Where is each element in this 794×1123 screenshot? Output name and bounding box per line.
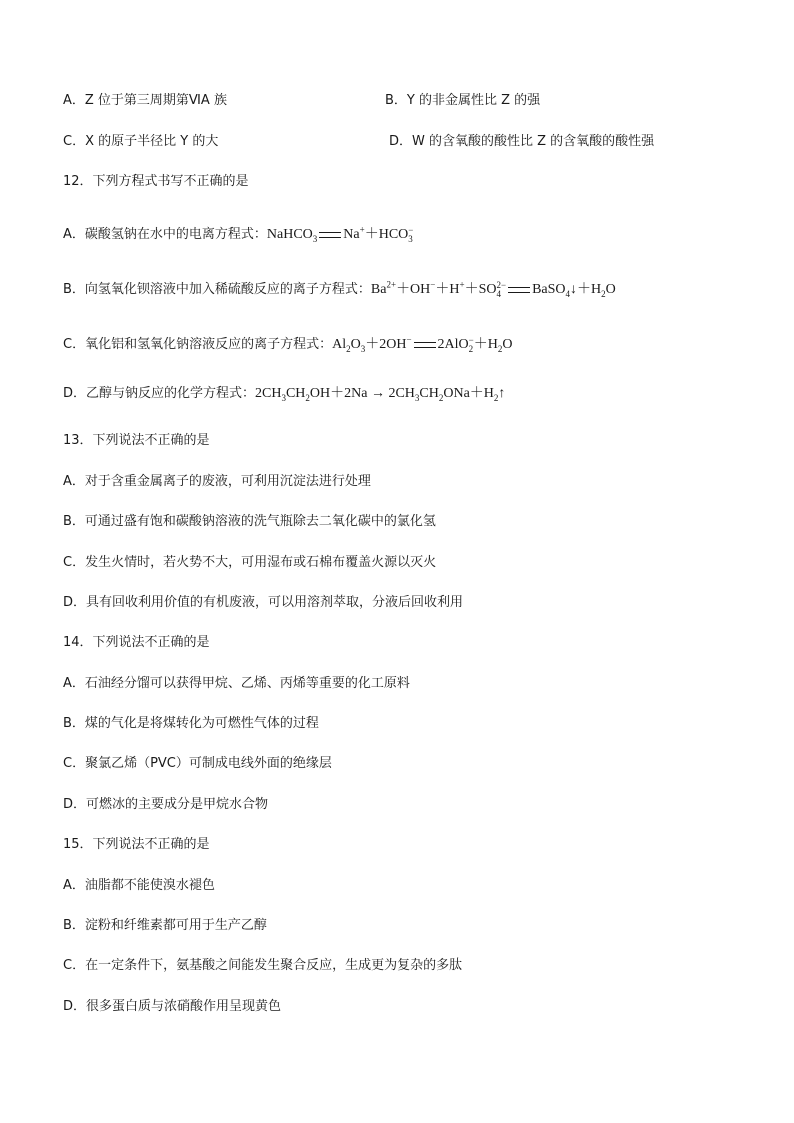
eq-text: CH — [285, 386, 306, 401]
q12-c-prefix: C．氧化铝和氢氧化钠溶液反应的离子方程式： — [63, 337, 333, 353]
q12-b-equation — [370, 279, 616, 300]
eq-text: ＋2OH — [365, 337, 407, 353]
q13-option-a: A．对于含重金属离子的废液，可利用沉淀法进行处理 — [63, 474, 371, 489]
eq-sub: 3 — [414, 392, 420, 403]
eq-text: Al — [332, 337, 347, 353]
equals-sign — [414, 342, 436, 348]
eq-text: CH — [419, 386, 439, 401]
q15-stem: 15．下列说法不正确的是 — [63, 837, 210, 852]
eq-text: ＋HCO — [364, 227, 409, 243]
eq-subsup — [496, 281, 506, 299]
q14-option-d: D．可燃冰的主要成分是甲烷水合物 — [63, 797, 269, 812]
q12-option-d — [63, 385, 505, 403]
eq-text: ＋H — [473, 337, 498, 353]
eq-text: ONa＋H — [443, 386, 494, 401]
q14-option-b: B．煤的气化是将煤转化为可燃性气体的过程 — [63, 716, 319, 731]
q12-d-equation — [255, 386, 505, 401]
eq-sup: + — [459, 279, 465, 290]
eq-sub: 2 — [305, 392, 310, 403]
equals-sign — [319, 232, 341, 238]
eq-sub: 4 — [565, 289, 571, 300]
eq-sub: 3 — [312, 234, 318, 245]
q14-stem: 14．下列说法不正确的是 — [63, 635, 210, 650]
q15-option-d: D．很多蛋白质与浓硝酸作用呈现黄色 — [63, 999, 282, 1014]
eq-sub: 2 — [497, 344, 503, 355]
eq-text: ↑ — [498, 386, 506, 401]
q15-option-c: C．在一定条件下，氨基酸之间能发生聚合反应，生成更为复杂的多肽 — [63, 958, 463, 973]
eq-sup: + — [359, 224, 365, 235]
q13-option-d: D．具有回收利用价值的有机废液，可以用溶剂萃取，分液后回收利用 — [63, 595, 464, 610]
eq-text: O — [502, 337, 513, 353]
eq-sub: 3 — [408, 234, 413, 244]
q15-option-a: A．油脂都不能使溴水褪色 — [63, 878, 215, 893]
q12-option-b — [63, 281, 616, 299]
eq-text: ＋SO — [464, 282, 497, 298]
eq-sup: − — [468, 335, 474, 345]
eq-sup: − — [406, 334, 412, 345]
q11-option-d: D．W 的含氧酸的酸性比 Z 的含氧酸的酸性强 — [389, 134, 655, 149]
eq-sub: 2 — [601, 289, 606, 300]
eq-sub: 2 — [438, 392, 444, 403]
eq-text: Ba — [370, 282, 387, 298]
eq-sup: − — [430, 279, 436, 290]
q12-d-prefix: D．乙醇与钠反应的化学方程式： — [63, 386, 256, 401]
eq-sub: 3 — [360, 344, 366, 355]
q12-a-equation — [266, 224, 414, 245]
q12-c-equation — [332, 334, 513, 355]
eq-text: OH＋2Na → 2CH — [309, 386, 415, 401]
q14-option-c: C．聚氯乙烯（PVC）可制成电线外面的绝缘层 — [63, 756, 332, 771]
eq-text: O — [605, 282, 616, 298]
q13-option-b: B．可通过盛有饱和碳酸钠溶液的洗气瓶除去二氧化碳中的氯化氢 — [63, 514, 436, 529]
eq-sup: − — [408, 225, 414, 235]
eq-text: NaHCO — [266, 227, 313, 243]
q13-option-c: C．发生火情时，若火势不大，可用湿布或石棉布覆盖火源以灭火 — [63, 555, 437, 570]
eq-text: ↓＋H — [570, 282, 602, 298]
eq-text: 2AlO — [437, 337, 469, 353]
eq-sub: 3 — [281, 392, 286, 403]
eq-sup: 2− — [496, 280, 507, 290]
eq-sub: 2 — [346, 344, 351, 355]
eq-text: BaSO — [532, 282, 566, 298]
eq-text: O — [350, 337, 361, 353]
equals-sign — [508, 287, 530, 293]
q11-option-b: B．Y 的非金属性比 Z 的强 — [385, 93, 541, 108]
eq-text: 2CH — [255, 386, 282, 401]
eq-text: ＋H — [435, 282, 460, 298]
eq-sub: 2 — [468, 344, 474, 354]
q11-option-a: A．Z 位于第三周期第ⅥA 族 — [63, 93, 227, 108]
q13-stem: 13．下列说法不正确的是 — [63, 433, 210, 448]
q12-stem: 12．下列方程式书写不正确的是 — [63, 174, 249, 189]
q11-option-c: C．X 的原子半径比 Y 的大 — [63, 134, 219, 149]
eq-sub: 2 — [493, 392, 499, 403]
eq-text: ＋OH — [396, 282, 431, 298]
eq-subsup — [408, 226, 413, 244]
q15-option-b: B．淀粉和纤维素都可用于生产乙醇 — [63, 918, 267, 933]
q12-b-prefix: B．向氢氧化钡溶液中加入稀硫酸反应的离子方程式： — [63, 282, 371, 298]
q12-option-a — [63, 226, 413, 244]
q14-option-a: A．石油经分馏可以获得甲烷、乙烯、丙烯等重要的化工原料 — [63, 676, 410, 691]
eq-sub: 4 — [496, 289, 501, 299]
q12-a-prefix: A．碳酸氢钠在水中的电离方程式： — [63, 227, 267, 243]
q12-option-c — [63, 336, 512, 354]
eq-text: Na — [343, 227, 360, 243]
eq-sup: 2+ — [386, 279, 397, 290]
